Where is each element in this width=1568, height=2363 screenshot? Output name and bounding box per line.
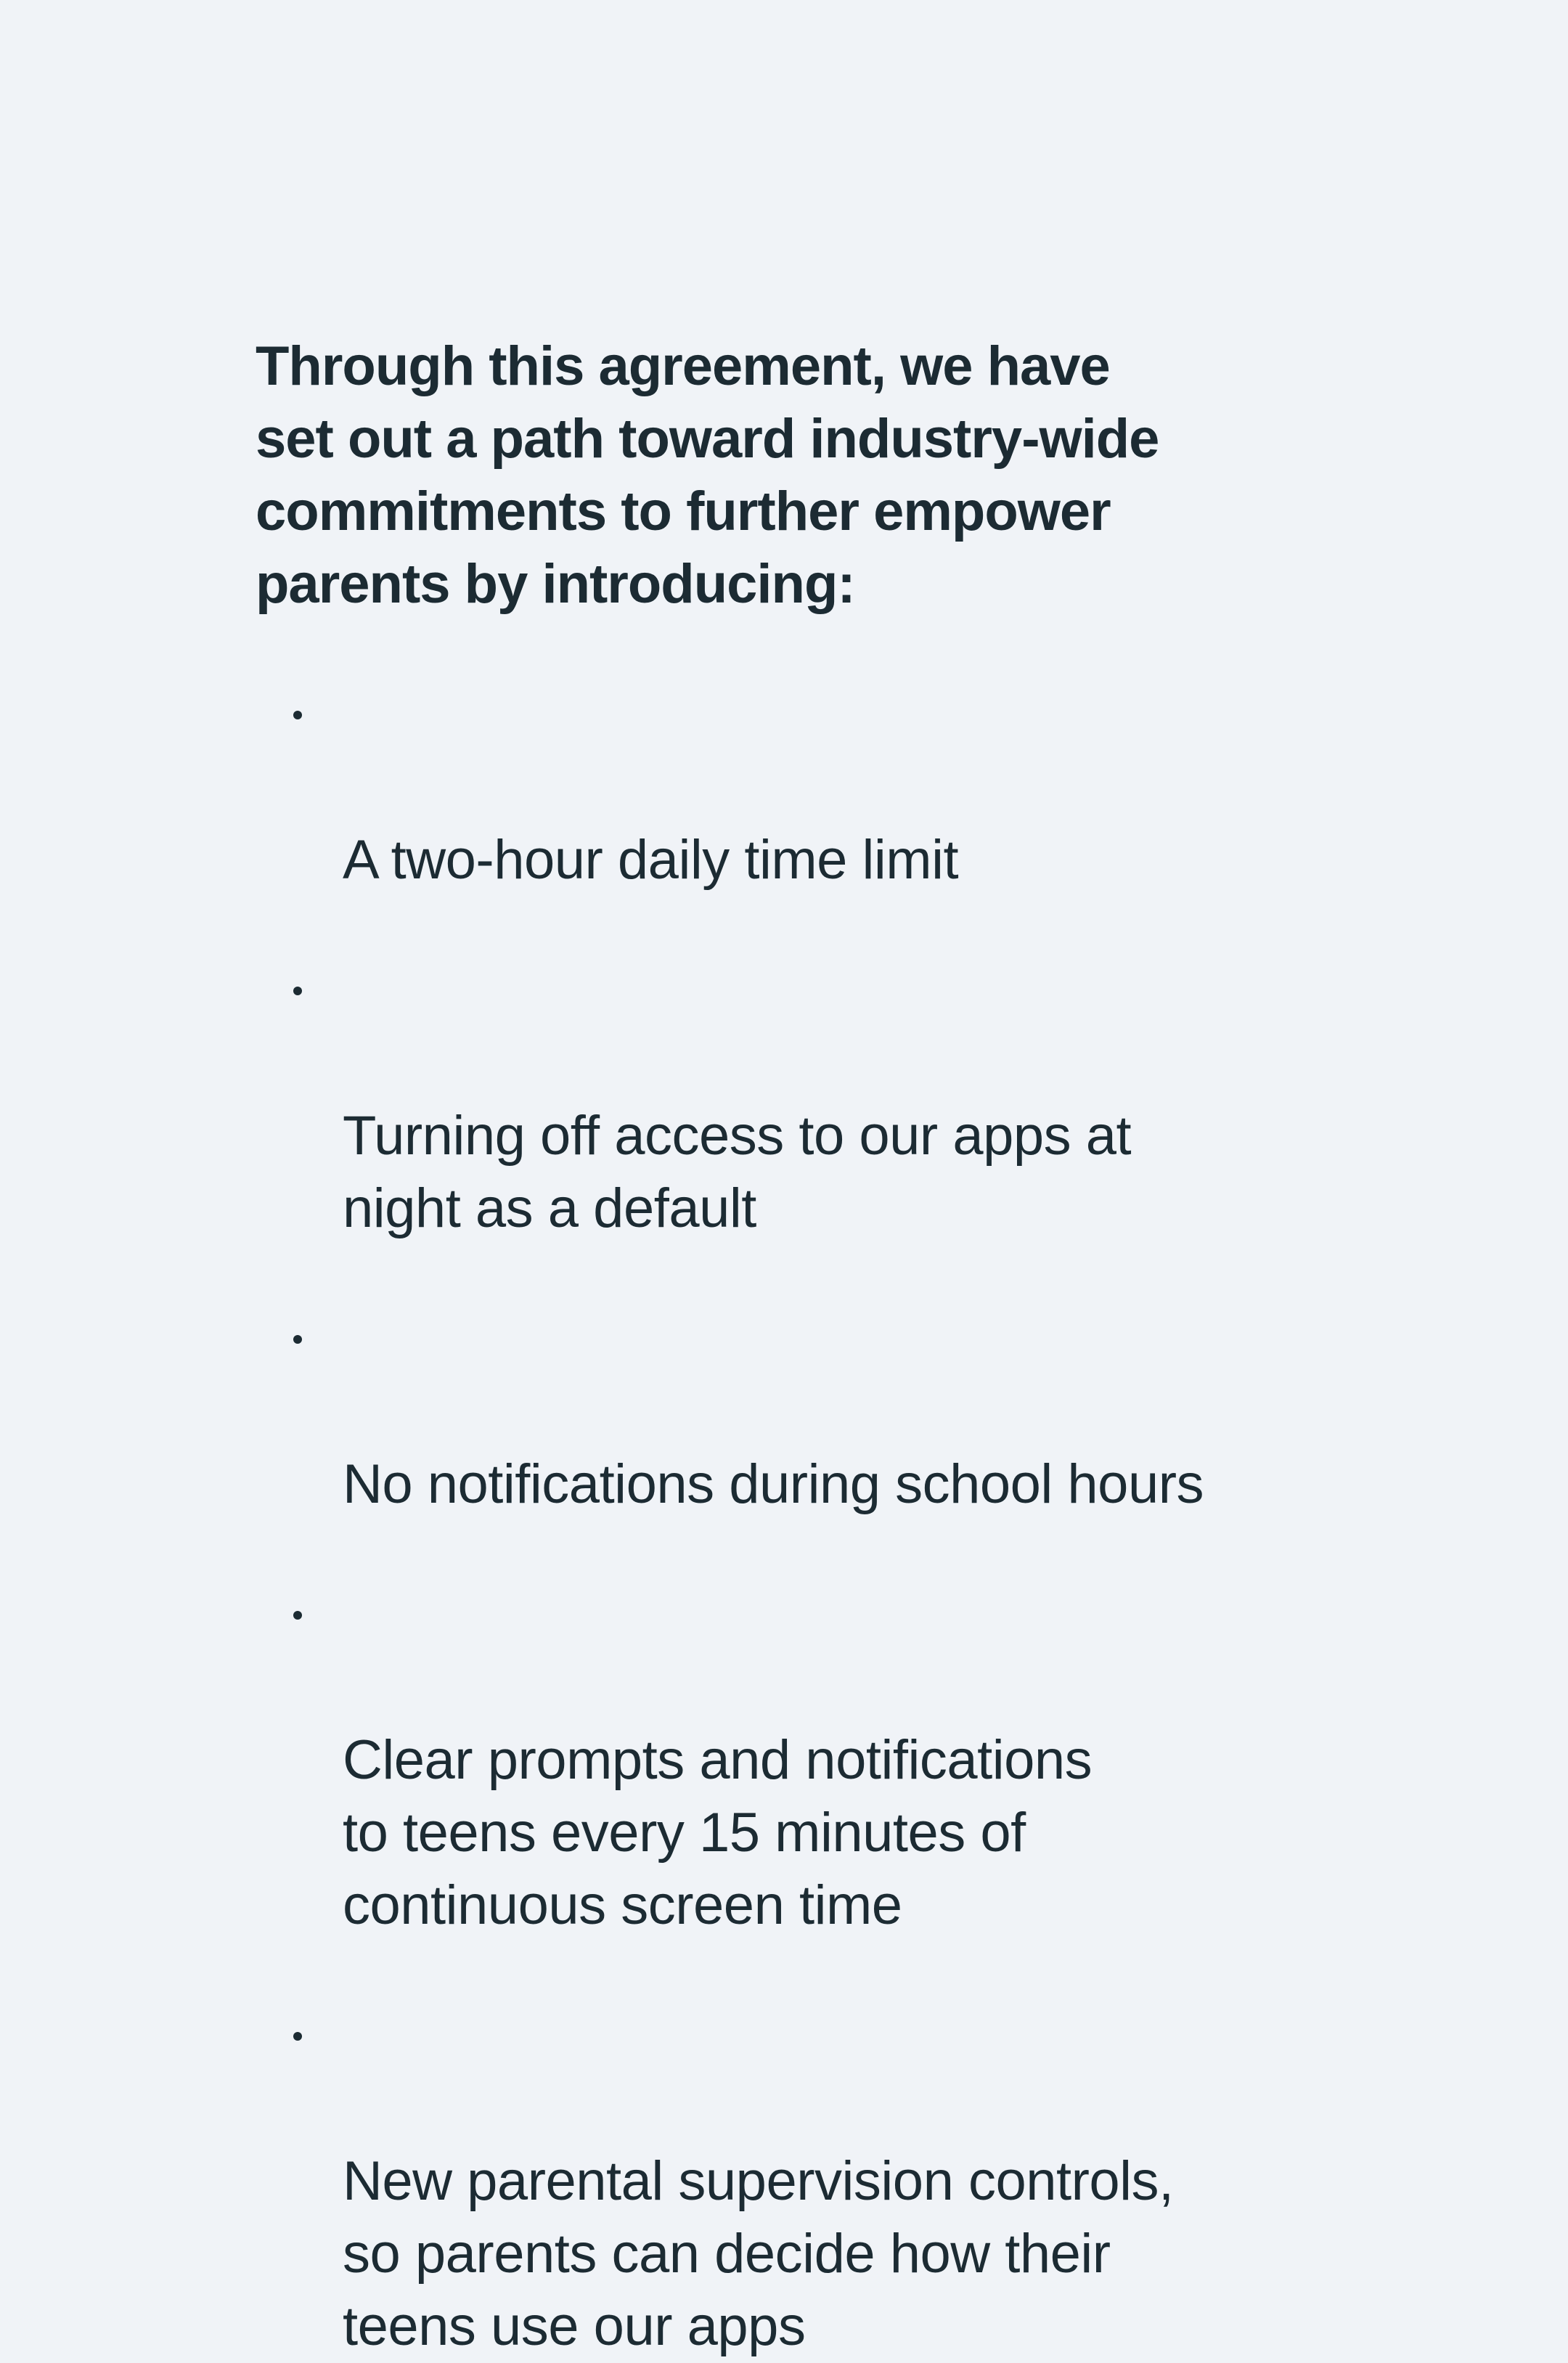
- list-item: [256, 2000, 1359, 2363]
- bullet-icon: [293, 2032, 302, 2041]
- commitments-list: [256, 679, 1359, 2363]
- list-item: [256, 1303, 1359, 1521]
- list-item: [256, 1579, 1359, 1942]
- list-item-text: Turning off access to our apps at night as a default: [343, 1105, 1132, 1239]
- list-item-text: Clear prompts and notifications to teens every 15 minutes of continuous screen time: [343, 1729, 1093, 1936]
- list-item-text: New parental supervision controls, so parents can decide how their teens use our apps: [343, 2150, 1174, 2357]
- intro-heading: Through this agreement, we have set out a path toward industry-wide commitments to further empower parents by introducing:: [256, 335, 1159, 615]
- list-item-text: No notifications during school hours: [343, 1453, 1204, 1515]
- bullet-icon: [293, 1335, 302, 1344]
- bullet-icon: [293, 711, 302, 719]
- bullet-icon: [293, 1611, 302, 1620]
- bullet-icon: [293, 987, 302, 995]
- document-body: [256, 330, 1359, 2363]
- list-item-text: A two-hour daily time limit: [343, 829, 959, 891]
- list-item: [256, 679, 1359, 897]
- list-item: [256, 955, 1359, 1245]
